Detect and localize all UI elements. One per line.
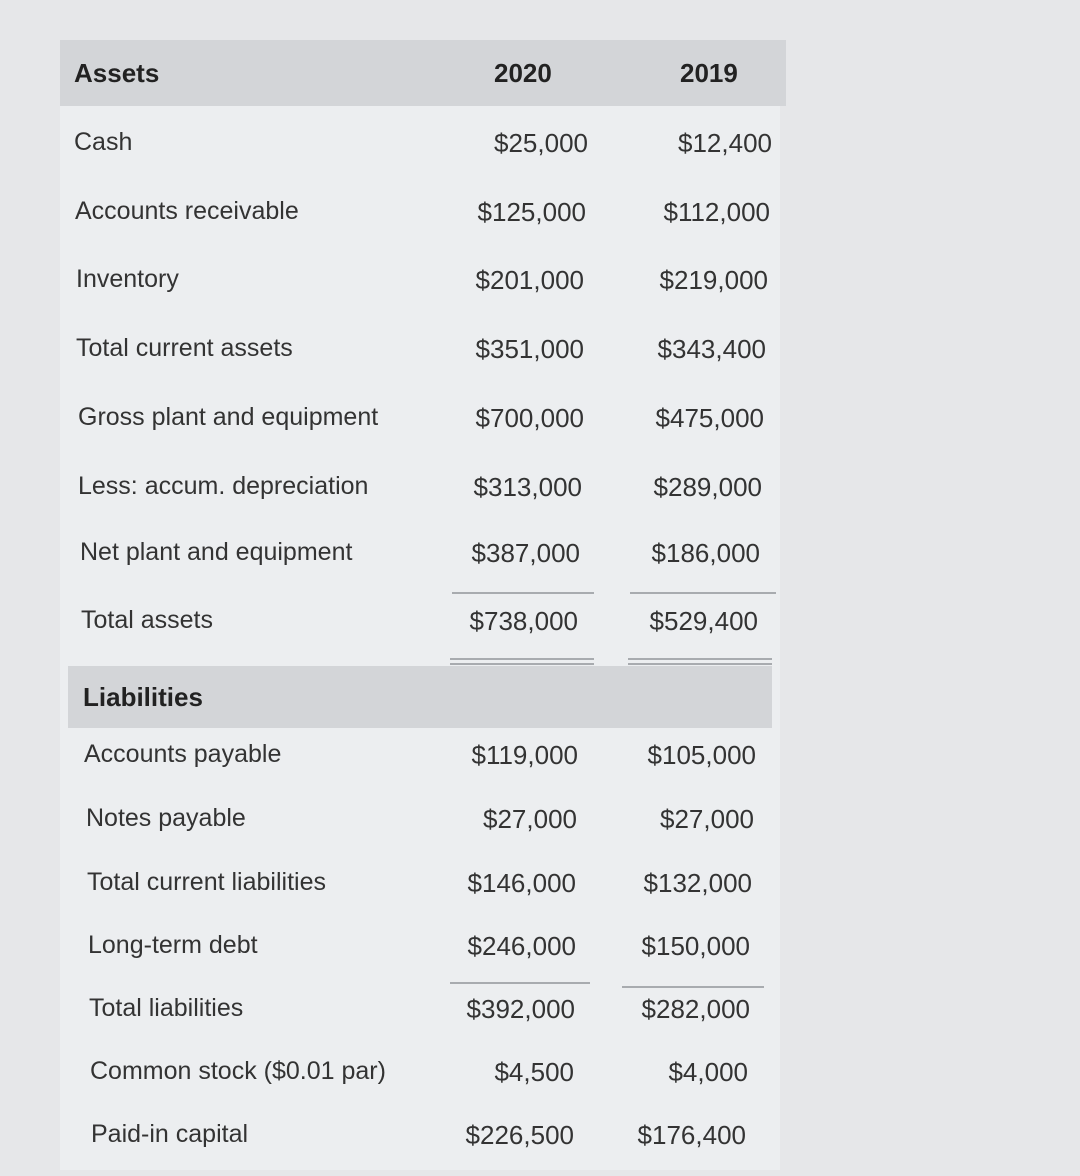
value-2020: $392,000	[466, 994, 575, 1024]
value-2019: $219,000	[659, 265, 768, 295]
row-label: Net plant and equipment	[80, 538, 353, 566]
value-2020: $246,000	[467, 931, 576, 961]
double-underline	[450, 658, 594, 660]
table-row-inventory	[60, 265, 780, 305]
value-2019: $186,000	[651, 538, 760, 568]
row-label: Common stock ($0.01 par)	[90, 1057, 386, 1085]
value-2019: $282,000	[641, 994, 750, 1024]
value-2020: $201,000	[475, 265, 584, 295]
row-label: Total current liabilities	[87, 868, 326, 896]
value-2020: $119,000	[471, 740, 578, 770]
value-2019: $475,000	[655, 403, 764, 433]
value-2020: $25,000	[494, 128, 588, 158]
value-2020: $4,500	[494, 1057, 574, 1087]
year-2019-header: 2019	[680, 57, 738, 88]
value-2019: $105,000	[647, 740, 756, 770]
table-row-gross-plant	[60, 403, 780, 443]
table-row-long-term-debt	[60, 931, 780, 971]
underline	[630, 592, 776, 594]
underline	[452, 592, 594, 594]
value-2020: $738,000	[469, 606, 578, 636]
assets-heading: Assets	[74, 57, 160, 88]
value-2019: $176,400	[637, 1120, 746, 1150]
table-row-accum-depreciation	[60, 472, 780, 512]
double-underline	[628, 663, 772, 665]
table-row-accounts-payable	[60, 740, 780, 780]
double-underline	[450, 663, 594, 665]
double-underline	[628, 658, 772, 660]
year-2020-header: 2020	[494, 57, 552, 88]
value-2020: $700,000	[475, 403, 584, 433]
value-2020: $351,000	[475, 334, 584, 364]
table-row-net-plant	[60, 538, 780, 578]
row-label: Accounts payable	[84, 740, 282, 768]
table-row-paid-in-capital	[60, 1120, 780, 1160]
row-label: Total assets	[81, 606, 214, 634]
value-2020: $27,000	[483, 804, 577, 834]
row-label: Long-term debt	[88, 931, 258, 959]
value-2020: $146,000	[467, 868, 576, 898]
value-2019: $4,000	[668, 1057, 748, 1087]
value-2019: $132,000	[643, 868, 752, 898]
value-2019: $150,000	[641, 931, 750, 961]
assets-header-row	[60, 40, 786, 106]
value-2020: $226,500	[465, 1120, 574, 1150]
value-2019: $343,400	[657, 334, 766, 364]
table-row-total-liabilities	[60, 994, 780, 1034]
liabilities-heading: Liabilities	[83, 681, 203, 712]
value-2019: $529,400	[649, 606, 758, 636]
table-row-notes-payable	[60, 804, 780, 844]
row-label: Paid-in capital	[91, 1120, 249, 1148]
row-label: Cash	[74, 128, 133, 156]
liabilities-header-row	[68, 666, 772, 728]
row-label: Total current assets	[76, 334, 293, 362]
table-row-cash	[60, 128, 780, 168]
value-2020: $313,000	[473, 472, 582, 502]
row-label: Notes payable	[86, 804, 246, 832]
underline	[622, 986, 764, 988]
value-2019: $12,400	[678, 128, 772, 158]
table-row-total-current-assets	[60, 334, 780, 374]
value-2020: $387,000	[471, 538, 580, 568]
row-label: Total liabilities	[89, 994, 244, 1022]
value-2020: $125,000	[477, 197, 586, 227]
row-label: Inventory	[76, 265, 179, 293]
value-2019: $27,000	[660, 804, 754, 834]
row-label: Less: accum. depreciation	[78, 472, 369, 500]
balance-sheet-table	[60, 40, 780, 1170]
row-label: Gross plant and equipment	[78, 403, 379, 431]
table-row-total-assets	[60, 606, 780, 646]
value-2019: $112,000	[663, 197, 770, 227]
underline	[450, 982, 590, 984]
table-row-accounts-receivable	[60, 197, 780, 237]
row-label: Accounts receivable	[75, 197, 299, 225]
value-2019: $289,000	[653, 472, 762, 502]
table-row-total-current-liabilities	[60, 868, 780, 908]
table-row-common-stock	[60, 1057, 780, 1097]
